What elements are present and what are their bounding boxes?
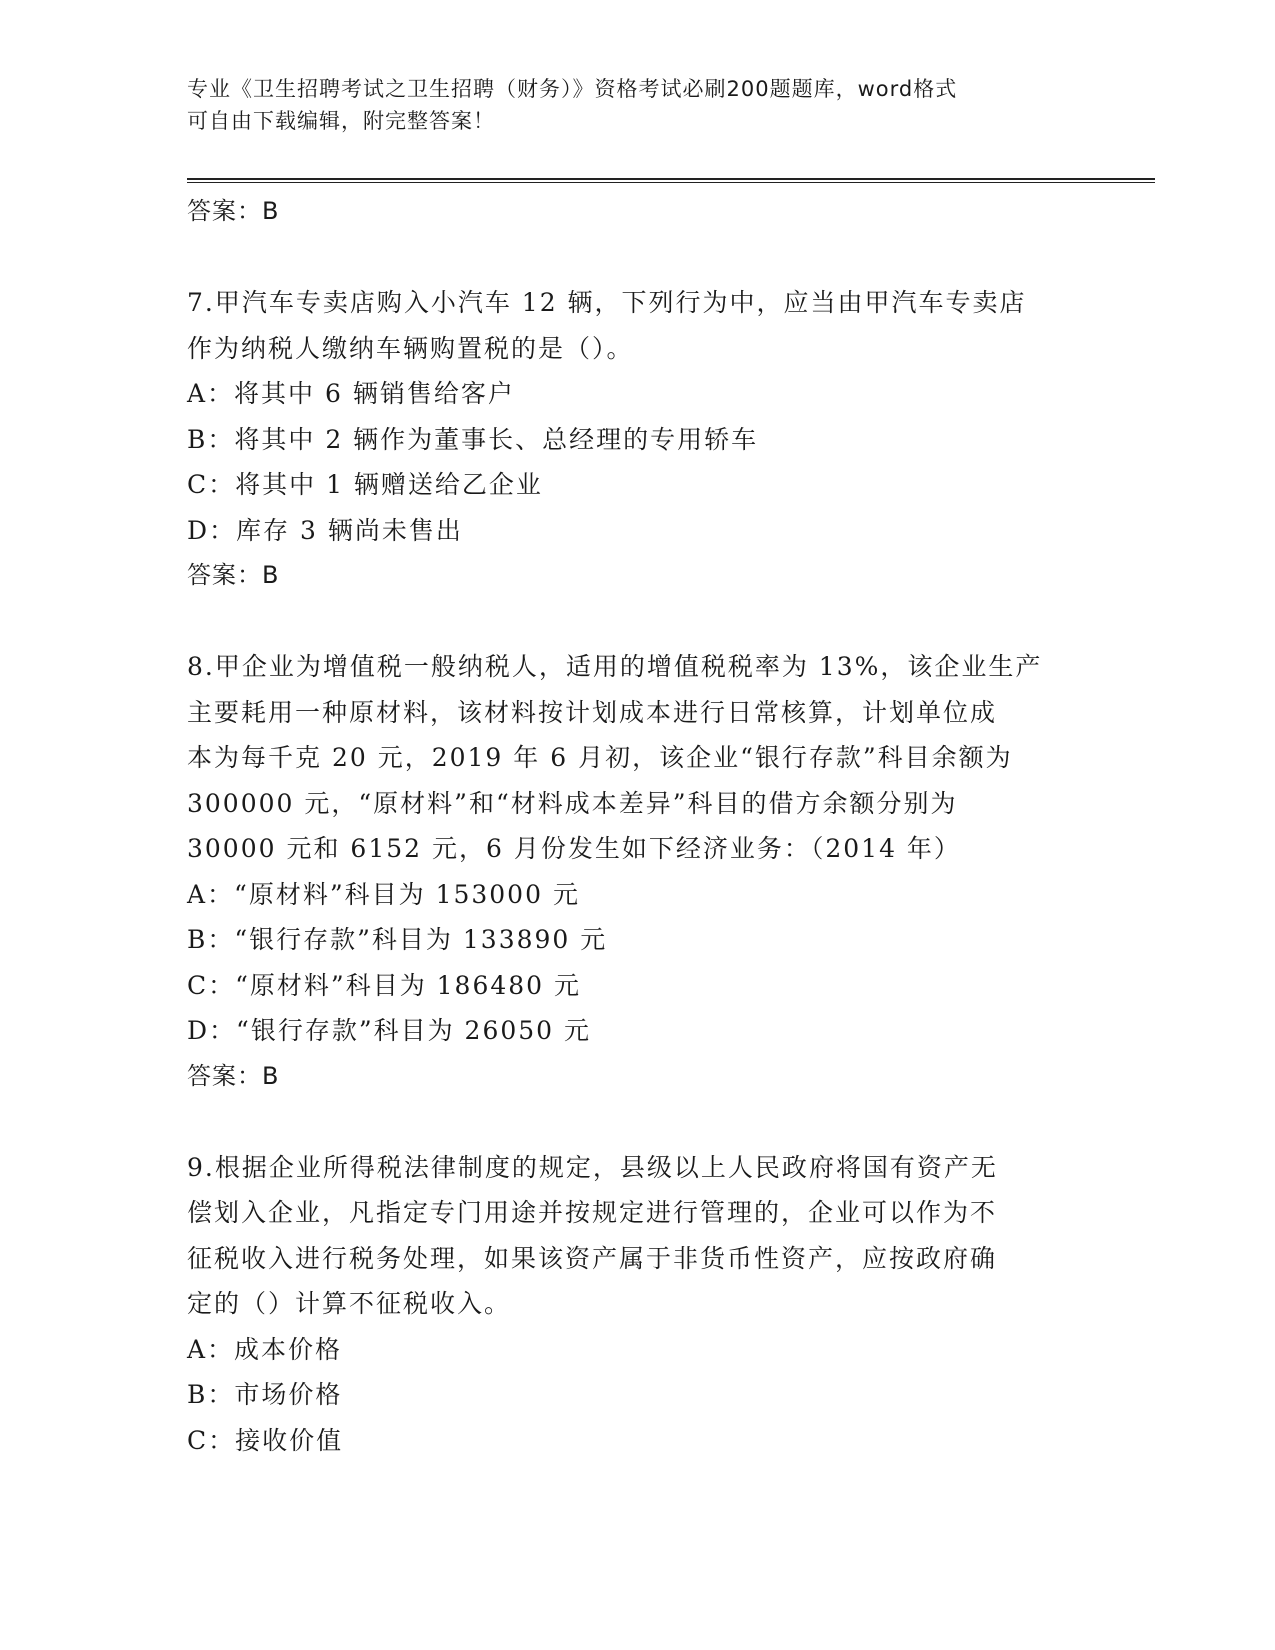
question-stem-line: 本为每千克 20 元，2019 年 6 月初，该企业“银行存款”科目余额为 bbox=[187, 743, 1013, 772]
question-9-stem bbox=[187, 1145, 1077, 1327]
question-7-answer: 答案：B bbox=[187, 561, 280, 589]
question-stem-line: 偿划入企业，凡指定专门用途并按规定进行管理的，企业可以作为不 bbox=[187, 1198, 998, 1227]
question-9-option-a: A：成本价格 bbox=[187, 1334, 343, 1364]
header-line-1: 专业《卫生招聘考试之卫生招聘（财务）》资格考试必刷200题题库，word格式 bbox=[187, 77, 958, 101]
question-7-option-b: B：将其中 2 辆作为董事长、总经理的专用轿车 bbox=[187, 424, 759, 454]
question-stem-line: 作为纳税人缴纳车辆购置税的是（）。 bbox=[187, 333, 634, 363]
question-stem-line: 9.根据企业所得税法律制度的规定，县级以上人民政府将国有资产无 bbox=[187, 1152, 998, 1182]
document-header bbox=[187, 73, 1067, 137]
question-stem-line: 征税收入进行税务处理，如果该资产属于非货币性资产，应按政府确 bbox=[187, 1243, 998, 1273]
question-8-stem bbox=[187, 644, 1077, 872]
question-8-option-c: C：“原材料”科目为 186480 元 bbox=[187, 970, 582, 1000]
header-divider bbox=[187, 178, 1155, 183]
question-8-option-a: A：“原材料”科目为 153000 元 bbox=[187, 879, 580, 909]
header-line-2: 可自由下载编辑，附完整答案！ bbox=[187, 109, 495, 133]
question-9-option-b: B：市场价格 bbox=[187, 1380, 343, 1409]
question-7-stem bbox=[187, 280, 1077, 371]
question-stem-line: 7.甲汽车专卖店购入小汽车 12 辆，下列行为中，应当由甲汽车专卖店 bbox=[187, 288, 1027, 317]
question-7 bbox=[187, 280, 1077, 598]
spacer bbox=[187, 598, 1077, 644]
spacer bbox=[187, 234, 1077, 280]
question-7-option-a: A：将其中 6 辆销售给客户 bbox=[187, 379, 515, 408]
question-8-answer: 答案：B bbox=[187, 1061, 280, 1090]
question-stem-line: 300000 元，“原材料”和“材料成本差异”科目的借方余额分别为 bbox=[187, 788, 958, 818]
spacer bbox=[187, 1099, 1077, 1145]
question-stem-line: 定的（）计算不征税收入。 bbox=[187, 1289, 512, 1318]
question-7-option-c: C：将其中 1 辆赠送给乙企业 bbox=[187, 470, 543, 499]
question-8-option-d: D：“银行存款”科目为 26050 元 bbox=[187, 1016, 592, 1045]
question-8-option-b: B：“银行存款”科目为 133890 元 bbox=[187, 925, 608, 954]
document-body bbox=[187, 189, 1077, 1463]
question-8 bbox=[187, 644, 1077, 1099]
previous-question-answer: 答案：B bbox=[187, 197, 280, 225]
question-stem-line: 主要耗用一种原材料，该材料按计划成本进行日常核算，计划单位成 bbox=[187, 697, 998, 727]
question-9-option-c: C：接收价值 bbox=[187, 1425, 344, 1455]
question-stem-line: 30000 元和 6152 元，6 月份发生如下经济业务：（2014 年） bbox=[187, 834, 961, 863]
question-stem-line: 8.甲企业为增值税一般纳税人，适用的增值税税率为 13%，该企业生产 bbox=[187, 652, 1043, 681]
question-9 bbox=[187, 1145, 1077, 1464]
question-7-option-d: D：库存 3 辆尚未售出 bbox=[187, 515, 463, 545]
